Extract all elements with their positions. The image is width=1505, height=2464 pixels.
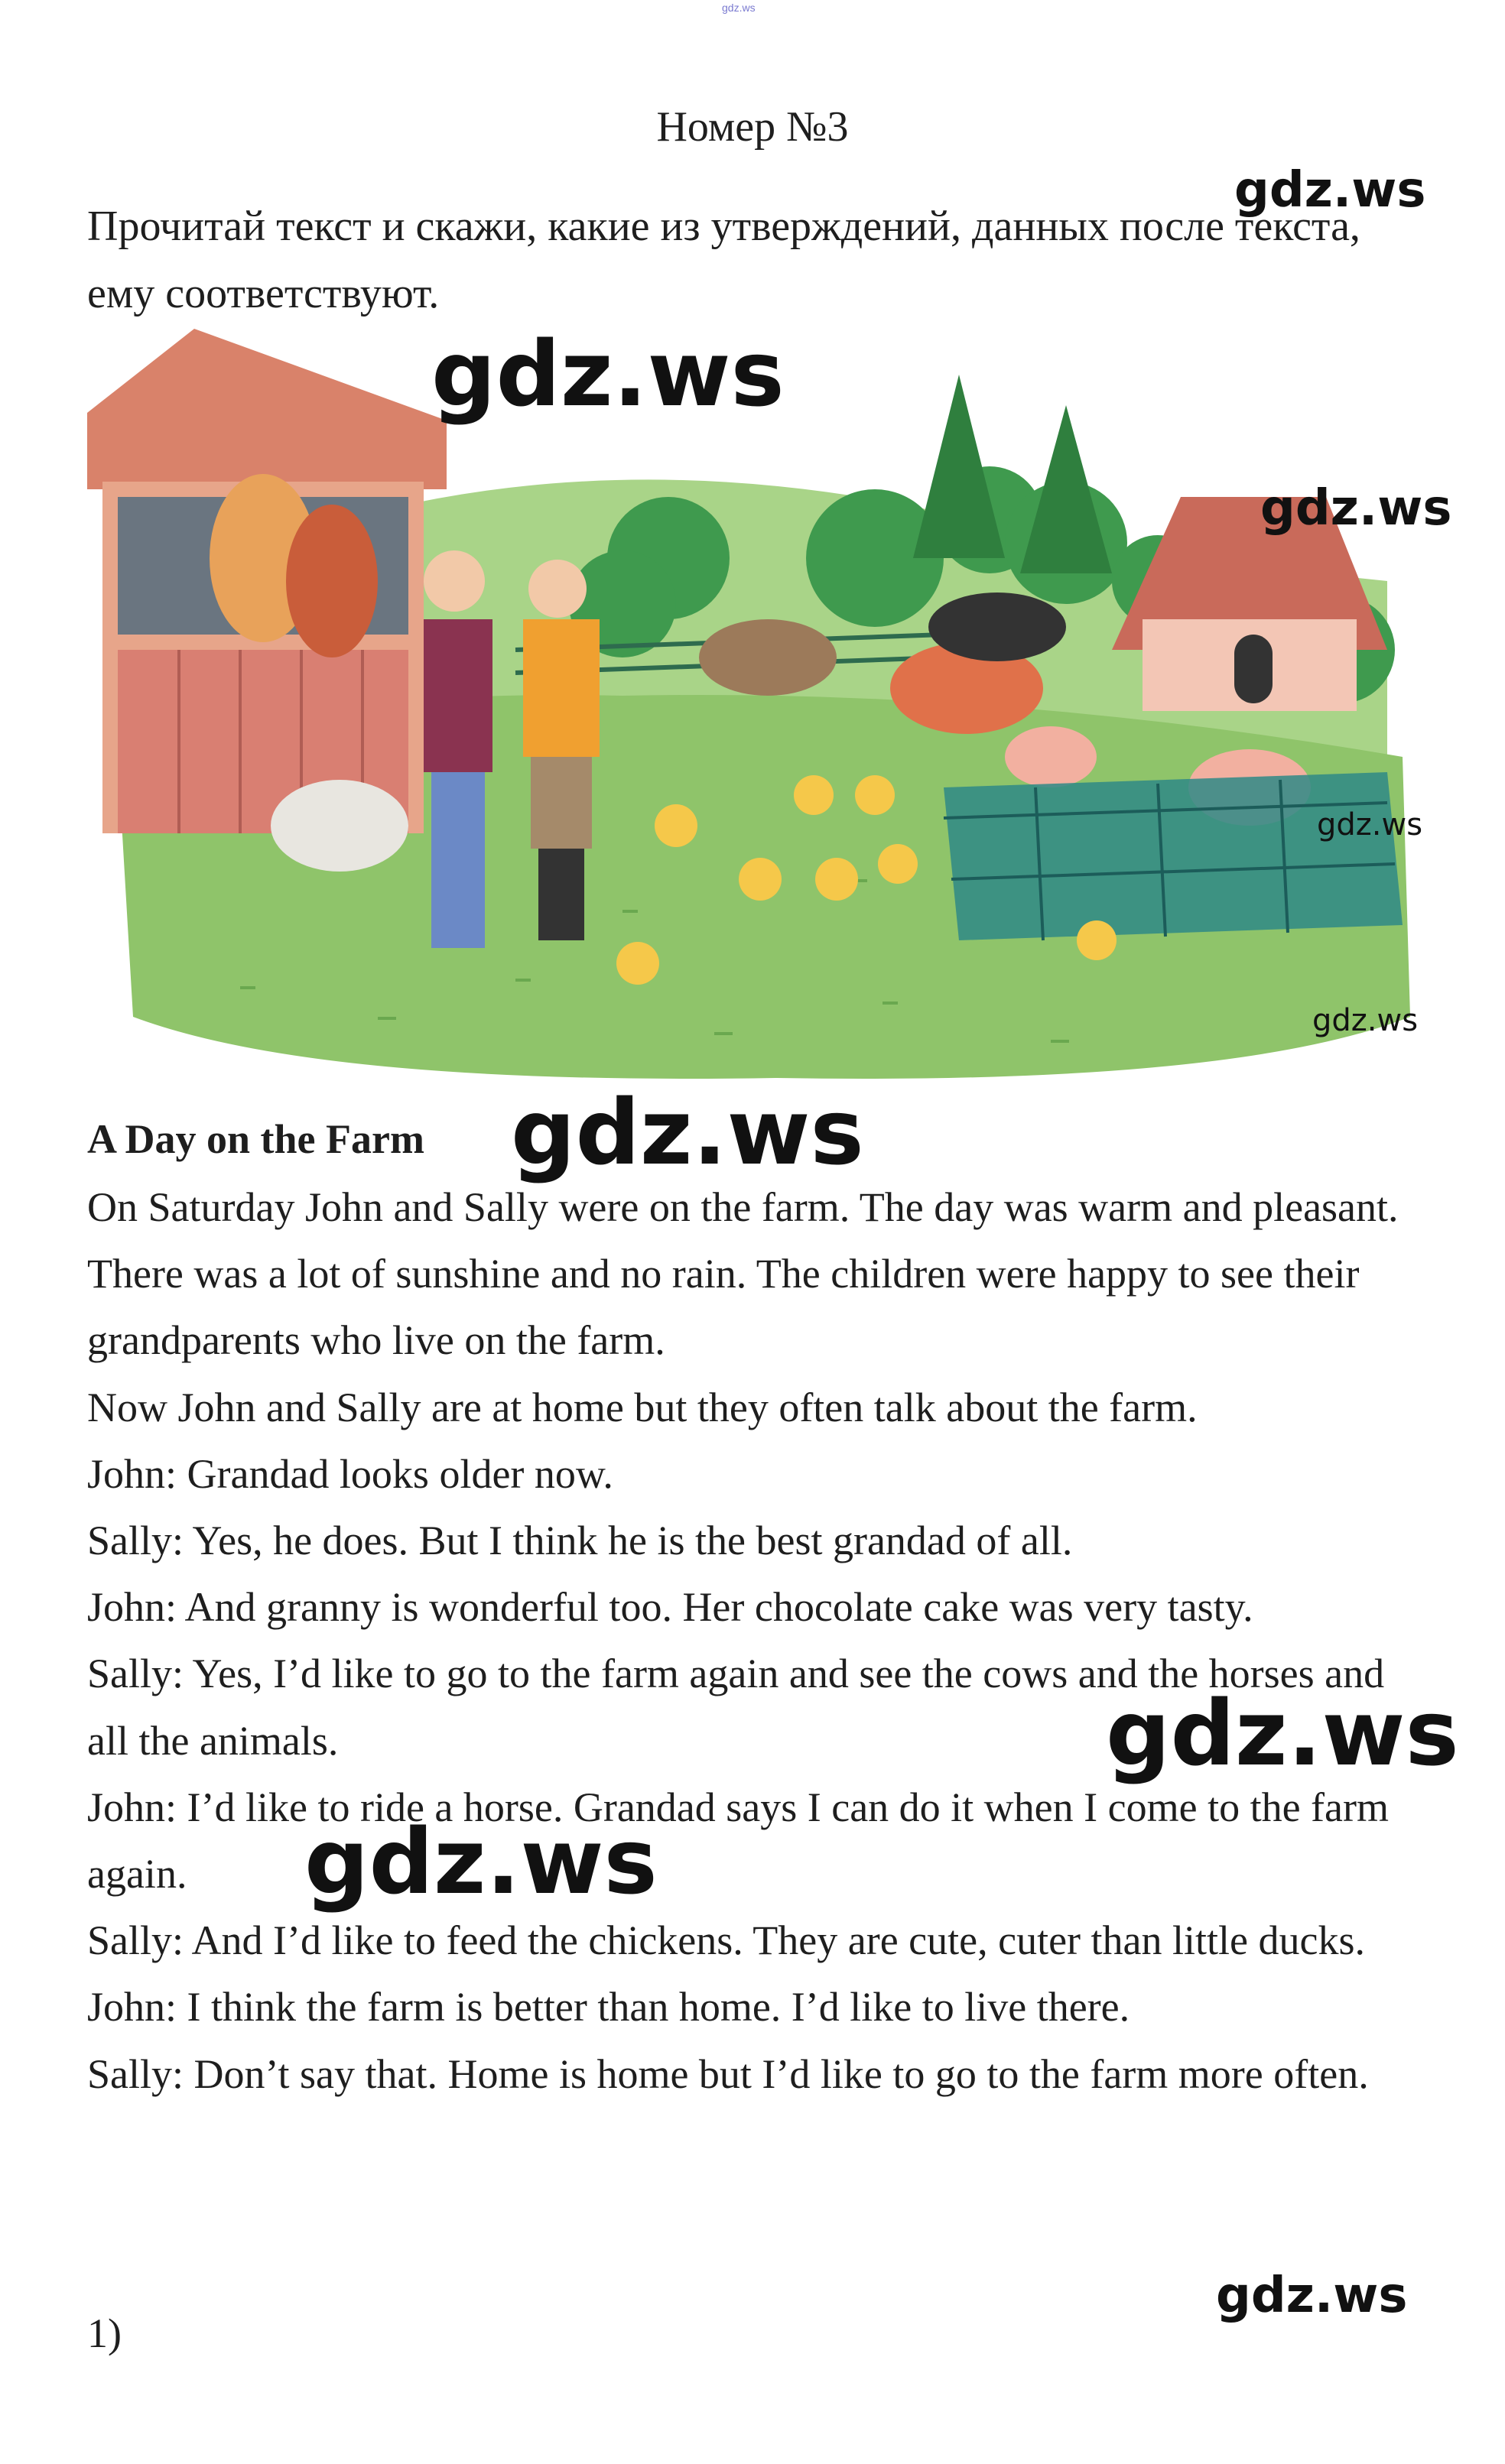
story-paragraph: On Saturday John and Sally were on the farm. The day was warm and pleasant. There was a lot of sunshine and no rain. The children were happy to see their grandparents who live on the farm. <box>87 1184 1399 1364</box>
story-paragraph: Now John and Sally are at home but they often talk about the farm. <box>87 1384 1198 1430</box>
farm-illustration <box>87 329 1433 1093</box>
dialogue-line: Sally: Don’t say that. Home is home but I’d like to go to the farm more often. <box>87 2050 1369 2097</box>
header-watermark: gdz.ws <box>722 2 756 14</box>
sheep <box>271 780 408 872</box>
dialogue-line: John: I’d like to ride a horse. Grandad says I can do it when I come to the farm again. <box>87 1784 1389 1898</box>
pig-pen <box>944 772 1403 940</box>
dialogue-line: John: Grandad looks older now. <box>87 1450 613 1497</box>
dialogue-line: Sally: Yes, he does. But I think he is the best grandad of all. <box>87 1518 1073 1564</box>
story-title: A Day on the Farm <box>87 1116 424 1162</box>
watermark: gdz.ws <box>1260 480 1452 537</box>
dialogue-line: Sally: And I’d like to feed the chickens. They are cute, cuter than little ducks. <box>87 1917 1365 1964</box>
story-text <box>87 1174 1433 2108</box>
watermark: gdz.ws <box>511 1079 864 1185</box>
dialogue-line: Sally: Yes, I’d like to go to the farm again and see the cows and the horses and all the animals. <box>87 1651 1385 1764</box>
watermark: gdz.ws <box>431 321 785 427</box>
dialogue-line: John: I think the farm is better than home. I’d like to live there. <box>87 1984 1130 2031</box>
watermark: gdz.ws <box>1216 2268 1408 2324</box>
watermark: gdz.ws <box>304 1809 658 1914</box>
watermark: gdz.ws <box>1312 1003 1419 1038</box>
watermark: gdz.ws <box>1317 807 1423 842</box>
dialogue-line: John: And granny is wonderful too. Her chocolate cake was very tasty. <box>87 1584 1253 1631</box>
statement-number: 1) <box>87 2310 122 2356</box>
watermark: gdz.ws <box>1106 1680 1459 1786</box>
task-instruction: Прочитай текст и скажи, какие из утверждений, данных после текста, ему соответствуют. <box>87 203 1360 317</box>
watermark: gdz.ws <box>1234 162 1426 219</box>
page-title: Номер №3 <box>656 103 849 151</box>
